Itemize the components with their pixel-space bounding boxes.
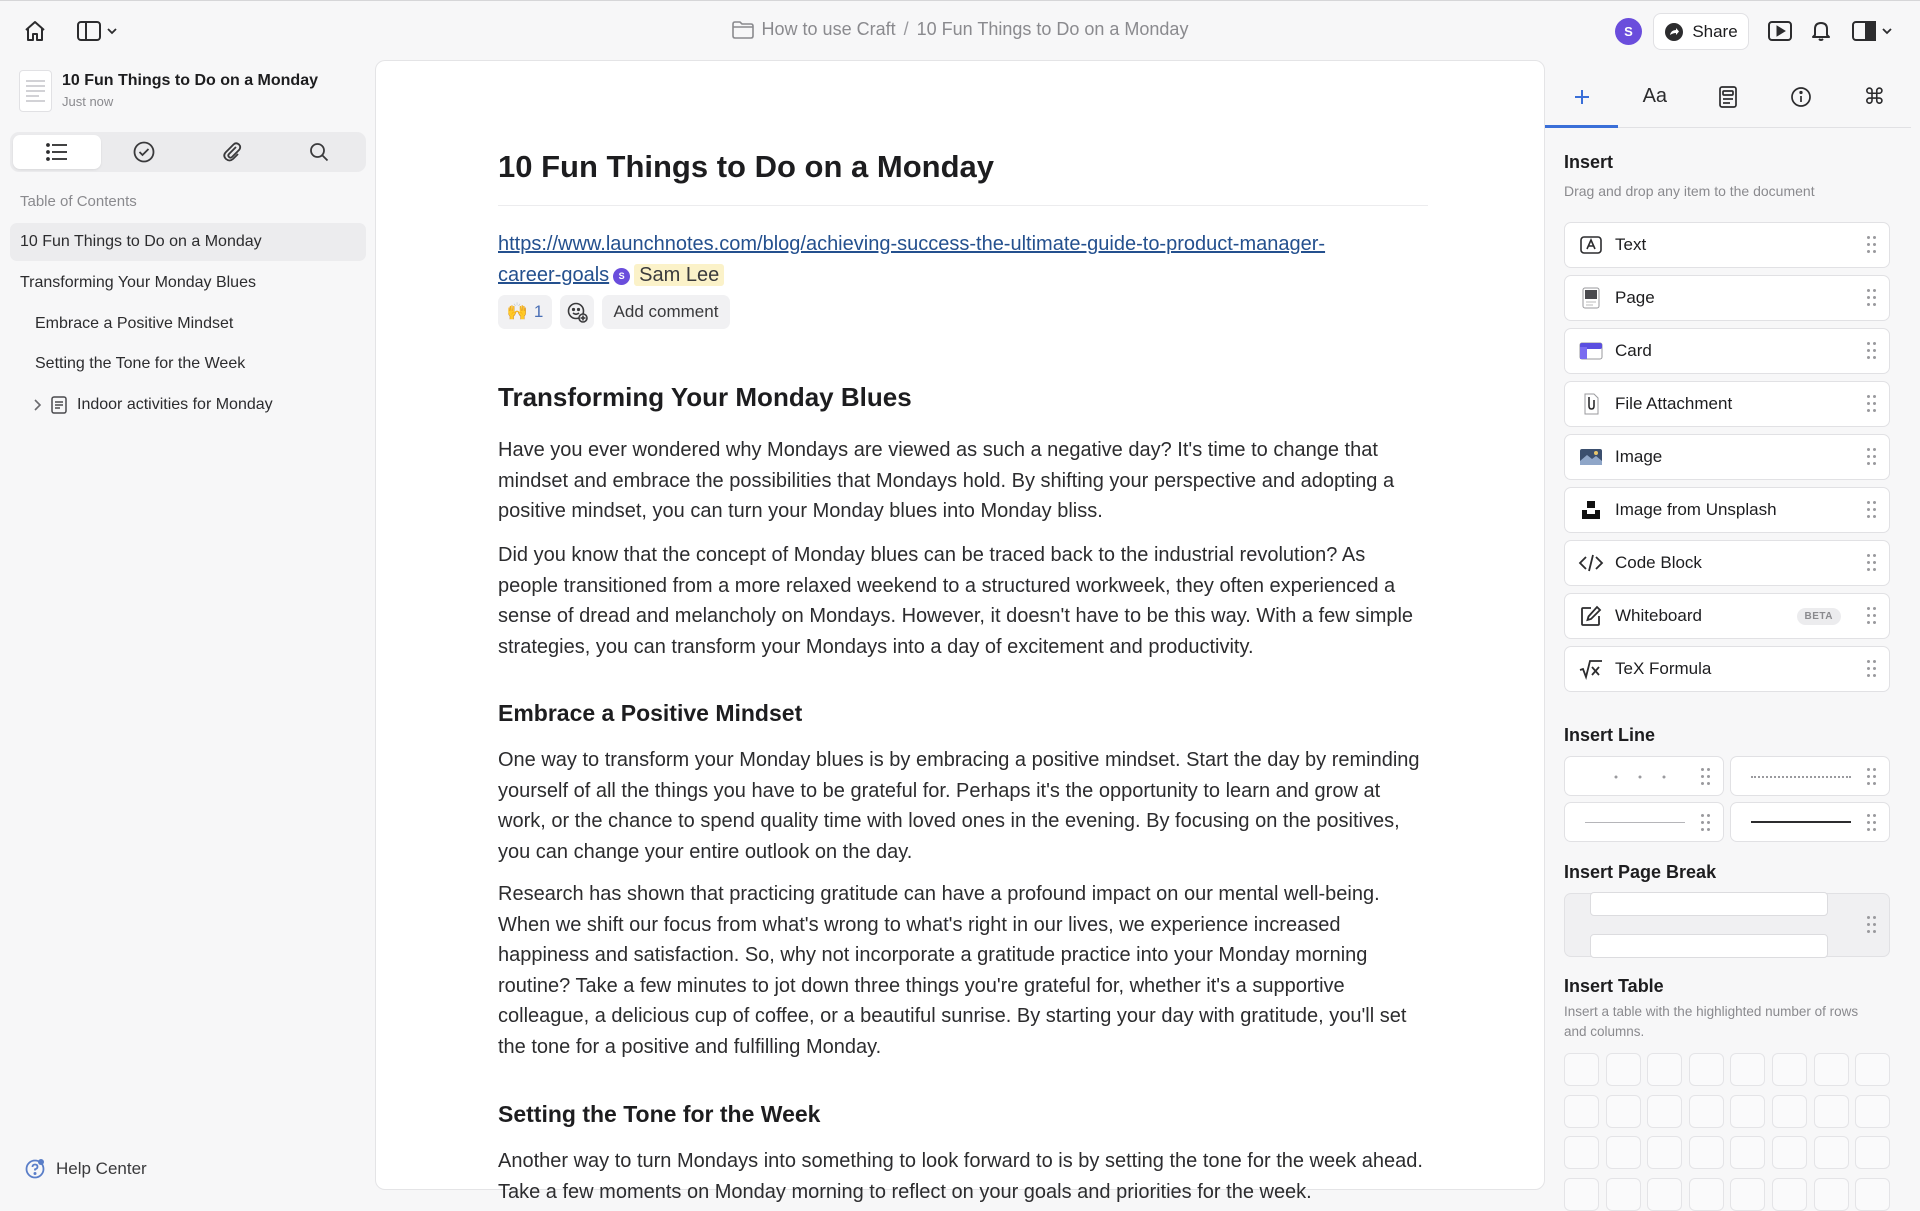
line-style-dotted[interactable]	[1730, 756, 1890, 796]
drag-handle-icon[interactable]	[1867, 236, 1877, 254]
table-size-cell[interactable]	[1814, 1178, 1849, 1211]
toc-item-positive-mindset[interactable]	[10, 305, 366, 343]
left-sidebar	[0, 60, 375, 1200]
insert-page[interactable]	[1564, 275, 1890, 321]
heading-tone-for-week[interactable]: Setting the Tone for the Week	[498, 1101, 821, 1127]
whiteboard-icon	[1579, 604, 1603, 628]
document-header[interactable]	[19, 70, 318, 112]
user-mention[interactable]: Sam Lee	[634, 264, 724, 286]
table-size-cell[interactable]	[1689, 1095, 1724, 1128]
reactions-bar	[498, 295, 730, 329]
share-button[interactable]	[1653, 13, 1749, 50]
document-thumbnail	[19, 70, 52, 112]
drag-handle-icon[interactable]	[1867, 916, 1877, 934]
line-style-light[interactable]	[1564, 802, 1724, 842]
image-icon	[1579, 445, 1603, 469]
drag-handle-icon[interactable]	[1867, 768, 1877, 786]
command-icon: ⌘	[1863, 83, 1886, 109]
insert-line-heading: Insert Line	[1564, 725, 1656, 745]
table-size-cell[interactable]	[1606, 1178, 1641, 1211]
toc-item-label: Setting the Tone for the Week	[35, 355, 246, 372]
insert-item-label: Whiteboard	[1615, 606, 1702, 625]
line-style-strong[interactable]	[1730, 802, 1890, 842]
tab-style[interactable]	[1691, 66, 1764, 127]
reaction-chip[interactable]	[498, 295, 552, 329]
paperclip-icon	[221, 141, 243, 163]
drag-handle-icon[interactable]	[1867, 501, 1877, 519]
table-size-cell[interactable]	[1689, 1178, 1724, 1211]
table-size-cell[interactable]	[1855, 1053, 1890, 1086]
style-icon	[1719, 86, 1737, 108]
breadcrumb-folder[interactable]: How to use Craft	[761, 19, 896, 39]
title-divider	[498, 205, 1428, 206]
insert-item-label: Text	[1615, 235, 1647, 254]
insert-item-label: Code Block	[1615, 553, 1702, 572]
table-size-cell[interactable]	[1647, 1178, 1682, 1211]
breadcrumb-document[interactable]: 10 Fun Things to Do on a Monday	[916, 19, 1189, 39]
formula-icon	[1579, 657, 1603, 681]
folder-icon	[732, 21, 754, 39]
panel-tabs	[1545, 66, 1911, 128]
table-size-cell[interactable]	[1606, 1053, 1641, 1086]
insert-item-label: Page	[1615, 288, 1655, 307]
present-icon[interactable]	[1766, 18, 1794, 44]
table-size-cell[interactable]	[1564, 1178, 1599, 1211]
toc-heading: Table of Contents	[20, 193, 137, 210]
tab-shortcuts[interactable]	[1838, 66, 1911, 127]
paragraph[interactable]: Another way to turn Mondays into something to look forward to is by setting the tone for the week ahead. Take a few moments on Monday morning to reflect on your goals and priorities for the week.	[498, 1150, 1423, 1203]
plus-icon	[1572, 87, 1592, 107]
heading-positive-mindset[interactable]: Embrace a Positive Mindset	[498, 700, 803, 726]
document-title: 10 Fun Things to Do on a Monday	[62, 72, 318, 89]
list-icon	[46, 143, 68, 161]
help-center-label: Help Center	[56, 1159, 147, 1178]
table-size-cell[interactable]	[1814, 1053, 1849, 1086]
drag-handle-icon[interactable]	[1867, 289, 1877, 307]
page-preview-top	[1590, 892, 1828, 916]
table-size-cell[interactable]	[1564, 1095, 1599, 1128]
drag-handle-icon[interactable]	[1867, 554, 1877, 572]
drag-handle-icon[interactable]	[1867, 814, 1877, 832]
info-icon	[1790, 86, 1812, 108]
breadcrumb-separator: /	[903, 19, 909, 39]
tab-search[interactable]	[276, 135, 364, 169]
table-size-cell[interactable]	[1647, 1095, 1682, 1128]
table-size-cell[interactable]	[1689, 1136, 1724, 1169]
toc-item-monday-blues[interactable]	[10, 264, 366, 302]
toc-item-label: Embrace a Positive Mindset	[35, 315, 234, 332]
right-panel	[1545, 60, 1920, 1200]
insert-item-label: TeX Formula	[1615, 659, 1712, 678]
light-line-preview	[1585, 822, 1685, 823]
dotted-line-preview	[1610, 774, 1670, 780]
table-size-cell[interactable]	[1606, 1136, 1641, 1169]
share-icon	[1664, 22, 1684, 42]
tab-insert[interactable]	[1545, 66, 1618, 127]
search-icon	[309, 142, 329, 162]
table-size-cell[interactable]	[1564, 1136, 1599, 1169]
table-size-cell[interactable]	[1772, 1136, 1807, 1169]
reaction-count: 1	[533, 302, 544, 321]
tab-table-of-contents[interactable]	[13, 135, 101, 169]
table-size-cell[interactable]	[1730, 1053, 1765, 1086]
insert-text[interactable]	[1564, 222, 1890, 268]
card-icon	[1579, 339, 1603, 363]
code-icon	[1579, 551, 1603, 575]
insert-heading: Insert	[1564, 152, 1614, 172]
table-size-cell[interactable]	[1855, 1095, 1890, 1128]
chevron-right-icon[interactable]	[33, 399, 41, 411]
document-canvas	[375, 60, 1545, 1203]
table-size-cell[interactable]	[1730, 1178, 1765, 1211]
insert-page-break-heading: Insert Page Break	[1564, 862, 1717, 882]
table-size-cell[interactable]	[1689, 1053, 1724, 1086]
drag-handle-icon[interactable]	[1701, 814, 1711, 832]
insert-description: Drag and drop any item to the document	[1564, 183, 1815, 199]
insert-item-label: File Attachment	[1615, 394, 1733, 413]
toc-item-tone-for-week[interactable]	[10, 345, 366, 383]
help-icon	[24, 1158, 46, 1180]
insert-table-heading: Insert Table	[1564, 976, 1664, 996]
sidebar-tabs	[10, 132, 366, 172]
table-size-cell[interactable]	[1772, 1095, 1807, 1128]
text-icon	[1579, 233, 1603, 257]
table-size-cell[interactable]	[1772, 1178, 1807, 1211]
tab-text-style[interactable]	[1618, 66, 1691, 127]
table-size-cell[interactable]	[1647, 1053, 1682, 1086]
tab-info[interactable]	[1765, 66, 1838, 127]
text-style-icon: Aa	[1642, 85, 1668, 107]
unsplash-icon	[1579, 498, 1603, 522]
add-comment-button[interactable]: Add comment	[602, 295, 730, 329]
toc-item-label: 10 Fun Things to Do on a Monday	[20, 233, 262, 250]
table-size-cell[interactable]	[1814, 1095, 1849, 1128]
share-label: Share	[1692, 21, 1738, 41]
link-block	[498, 229, 1428, 291]
fine-dotted-line-preview	[1751, 776, 1851, 778]
help-center-link[interactable]	[24, 1158, 147, 1180]
page-title[interactable]: 10 Fun Things to Do on a Monday	[498, 149, 994, 184]
paragraph[interactable]: Research has shown that practicing gratitude can have a profound impact on our mental well-being. When we shift our focus from what's wrong to what's right in our lives, we experience increased happiness and satisfaction. So, why not incorporate a gratitude practice into your Monday morning routine? Take a few minutes to jot down three things you're grateful for, whether it's a supportive colleague, a delicious cup of coffee, or a beautiful sunrise. By starting your day with gratitude, you'll set the tone for a positive and fulfilling Monday.	[498, 883, 1407, 1058]
avatar[interactable]: S	[1615, 18, 1642, 45]
heading-monday-blues[interactable]: Transforming Your Monday Blues	[498, 382, 912, 412]
add-emoji-icon	[566, 301, 588, 323]
drag-handle-icon[interactable]	[1867, 607, 1877, 625]
table-size-cell[interactable]	[1730, 1136, 1765, 1169]
toc-item-label: Indoor activities for Monday	[77, 396, 273, 413]
table-size-cell[interactable]	[1647, 1136, 1682, 1169]
toc-item-title[interactable]	[10, 223, 366, 261]
toc-item-indoor-activities[interactable]	[10, 386, 366, 424]
top-bar	[0, 0, 1920, 60]
attachment-icon	[1579, 392, 1603, 416]
insert-tex-formula[interactable]	[1564, 646, 1890, 692]
page-icon	[51, 396, 67, 414]
paragraph[interactable]: Did you know that the concept of Monday blues can be traced back to the industrial revolution? As people transitioned from a more relaxed weekend to a structured workweek, they often experienced a sense of dread and melancholy on Mondays. However, it doesn't have to be this way. With a few simple strategies, you can transform your Mondays into a day of excitement and productivity.	[498, 544, 1414, 658]
insert-card[interactable]	[1564, 328, 1890, 374]
tab-attachments[interactable]	[188, 135, 276, 169]
insert-table-description: Insert a table with the highlighted number of rows and columns.	[1564, 1004, 1859, 1039]
drag-handle-icon[interactable]	[1867, 342, 1877, 360]
mention-avatar: S	[613, 268, 630, 285]
table-size-cell[interactable]	[1730, 1095, 1765, 1128]
page-icon	[1579, 286, 1603, 310]
insert-file-attachment[interactable]	[1564, 381, 1890, 427]
raised-hands-icon: 🙌	[506, 302, 528, 321]
insert-whiteboard[interactable]	[1564, 593, 1890, 639]
insert-item-label: Image	[1615, 447, 1663, 466]
line-style-dots[interactable]	[1564, 756, 1724, 796]
drag-handle-icon[interactable]	[1867, 448, 1877, 466]
url-text-part2: career-goals	[498, 264, 610, 286]
table-size-cell[interactable]	[1814, 1136, 1849, 1169]
drag-handle-icon[interactable]	[1867, 395, 1877, 413]
paragraph[interactable]: One way to transform your Monday blues is by embracing a positive mindset. Start the day by reminding yourself of all the things you have to be grateful for. Perhaps it's the opportunity to learn and grow at work, or the chance to spend quality time with loved ones in the evening. By focusing on the positives, you can change your entire outlook on the day.	[498, 749, 1420, 863]
beta-badge: BETA	[1797, 608, 1841, 625]
table-size-cell[interactable]	[1564, 1053, 1599, 1086]
insert-image[interactable]	[1564, 434, 1890, 480]
page-preview-bottom	[1590, 934, 1828, 958]
strong-line-preview	[1751, 821, 1851, 823]
insert-item-label: Image from Unsplash	[1615, 500, 1777, 519]
table-size-cell[interactable]	[1855, 1178, 1890, 1211]
page-break-item[interactable]	[1564, 893, 1890, 957]
document-timestamp: Just now	[62, 94, 114, 109]
toc-item-label: Transforming Your Monday Blues	[20, 274, 256, 291]
paragraph[interactable]: Have you ever wondered why Mondays are viewed as such a negative day? It's time to change that mindset and embrace the possibilities that Mondays hold. By shifting your perspective and adopting a positive mindset, you can turn your Monday blues into Monday bliss.	[498, 439, 1395, 523]
table-size-cell[interactable]	[1772, 1053, 1807, 1086]
insert-item-label: Card	[1615, 341, 1652, 360]
table-size-cell[interactable]	[1606, 1095, 1641, 1128]
insert-code-block[interactable]	[1564, 540, 1890, 586]
drag-handle-icon[interactable]	[1867, 660, 1877, 678]
add-reaction-button[interactable]	[560, 295, 594, 329]
check-circle-icon	[133, 141, 155, 163]
url-text-part1: https://www.launchnotes.com/blog/achieving-success-the-ultimate-guide-to-product-manager-	[498, 233, 1326, 255]
insert-image-from-unsplash[interactable]	[1564, 487, 1890, 533]
table-size-cell[interactable]	[1855, 1136, 1890, 1169]
tab-tasks[interactable]	[101, 135, 189, 169]
drag-handle-icon[interactable]	[1701, 768, 1711, 786]
bell-icon[interactable]	[1808, 18, 1834, 44]
panel-toggle-icon[interactable]	[1848, 18, 1896, 44]
